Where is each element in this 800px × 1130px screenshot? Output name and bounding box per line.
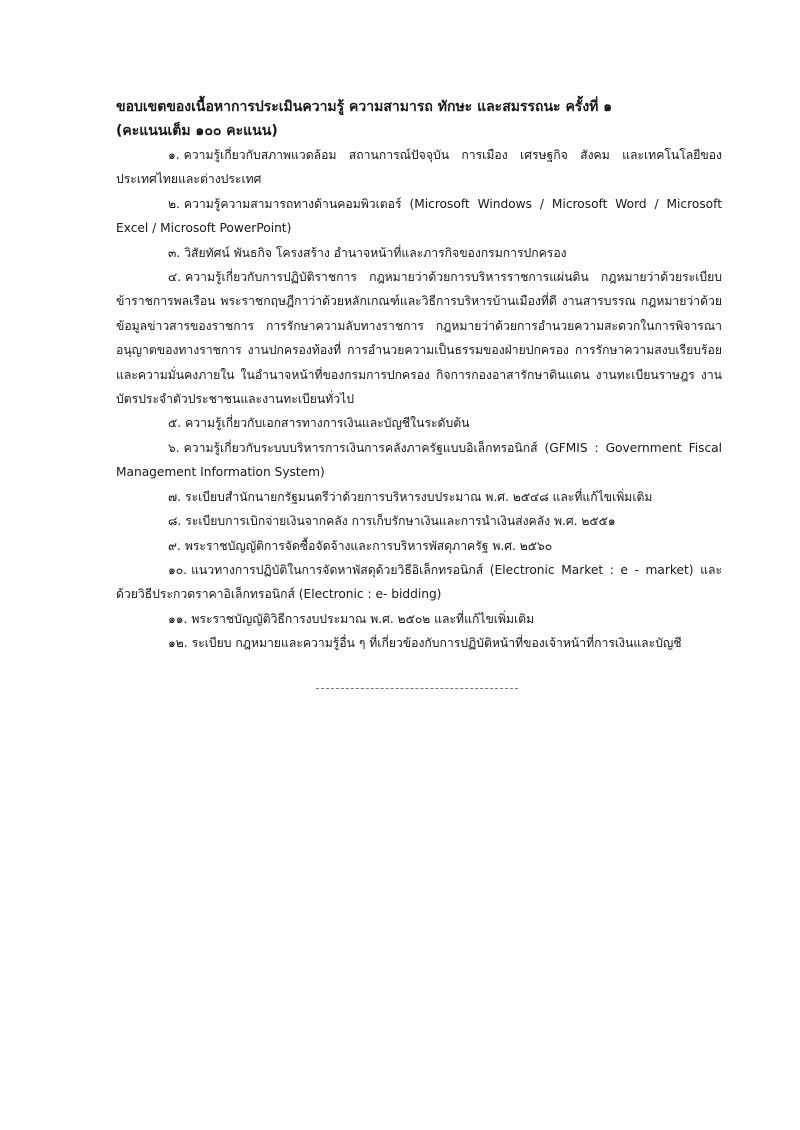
document-subtitle: (คะแนนเต็ม ๑๐๐ คะแนน) [116,123,278,139]
topic-item-2 [116,192,722,241]
topic-number: ๑๒. [168,636,188,651]
topic-number: ๗. [168,489,182,504]
topic-number: ๙. [168,538,181,553]
end-divider [316,688,518,689]
topic-text: ความรู้เกี่ยวกับเอกสารทางการเงินและบัญชีในระดับต้น [185,416,470,431]
topic-item-5 [116,411,722,435]
topic-number: ๑. [168,148,180,162]
document-title: ขอบเขตของเนื้อหาการประเมินความรู้ ความสามารถ ทักษะ และสมรรถนะ ครั้งที่ ๑ [116,99,613,115]
topic-text: ระเบียบสำนักนายกรัฐมนตรีว่าด้วยการบริหารงบประมาณ พ.ศ. ๒๕๔๘ และที่แก้ไขเพิ่มเติม [185,489,653,504]
topic-text: พระราชบัญญัติการจัดซื้อจัดจ้างและการบริหารพัสดุภาครัฐ พ.ศ. ๒๕๖๐ [184,538,553,553]
topic-item-10 [116,558,722,607]
topic-item-9 [116,534,722,558]
topic-item-7 [116,485,722,509]
topic-text: ความรู้เกี่ยวกับสภาพแวดล้อม สถานการณ์ปัจจุบัน การเมือง เศรษฐกิจ สังคม และเทคโนโลยีของประเทศไทยและต่างประเทศ [116,148,722,187]
topic-number: ๑๑. [168,611,188,626]
topic-text: พระราชบัญญัติวิธีการงบประมาณ พ.ศ. ๒๕๐๒ และที่แก้ไขเพิ่มเติม [191,611,535,626]
topic-item-4 [116,265,722,411]
topic-list [116,143,722,656]
document-content [116,95,722,656]
topic-item-1 [116,143,722,192]
topic-item-12 [116,631,722,655]
topic-number: ๘. [168,514,182,529]
topic-number: ๕. [168,416,182,431]
topic-item-6 [116,436,722,485]
topic-number: ๔. [168,270,182,285]
topic-number: ๒. [168,196,180,211]
topic-text: ความรู้เกี่ยวกับการปฏิบัติราชการ กฎหมายว่าด้วยการบริหารราชการแผ่นดิน กฎหมายว่าด้วยระเบียบข้าราชการพลเรือน พระราชกฤษฎีกาว่าด้วยหลักเกณฑ์และวิธีการบริหารบ้านเมืองที่ดี งานสารบรรณ กฎหมายว่าด้วยข้อมูลข่าวสารของราชการ การรักษาความลับทางราชการ กฎหมายว่าด้วยการอำนวยความสะดวกในการพิจารณาอนุญาตของทางราชการ งานปกครองท้องที่ การอำนวยความเป็นธรรมของฝ่ายปกครอง การรักษาความสงบเรียบร้อยและความมั่นคงภายใน ในอำนาจหน้าที่ของกรมการปกครอง กิจการกองอาสารักษาดินแดน งานทะเบียนราษฎร งานบัตรประจำตัวประชาชนและงานทะเบียนทั่วไป [116,270,722,407]
topic-number: ๖. [168,440,180,455]
topic-text: ระเบียบการเบิกจ่ายเงินจากคลัง การเก็บรักษาเงินและการนำเงินส่งคลัง พ.ศ. ๒๕๕๑ [185,514,616,529]
topic-text: ความรู้เกี่ยวกับระบบบริหารการเงินการคลังภาครัฐแบบอิเล็กทรอนิกส์ (GFMIS : Government Fiscal Management Information System) [116,440,722,480]
topic-number: ๑๐. [168,562,188,577]
topic-number: ๓. [168,245,181,260]
topic-text: ระเบียบ กฎหมายและความรู้อื่น ๆ ที่เกี่ยวข้องกับการปฏิบัติหน้าที่ของเจ้าหน้าที่การเงินและบัญชี [191,636,682,651]
topic-text: วิสัยทัศน์ พันธกิจ โครงสร้าง อำนาจหน้าที่และภารกิจของกรมการปกครอง [184,245,567,260]
topic-text: ความรู้ความสามารถทางด้านคอมพิวเตอร์ (Microsoft Windows / Microsoft Word / Microsoft Excel / Microsoft PowerPoint) [116,196,722,236]
topic-item-8 [116,509,722,533]
topic-item-11 [116,607,722,631]
topic-item-3 [116,241,722,265]
topic-text: แนวทางการปฏิบัติในการจัดหาพัสดุด้วยวิธีอิเล็กทรอนิกส์ (Electronic Market : e - market) และด้วยวิธีประกวดราคาอิเล็กทรอนิกส์ (Electronic : e- bidding) [116,562,722,602]
